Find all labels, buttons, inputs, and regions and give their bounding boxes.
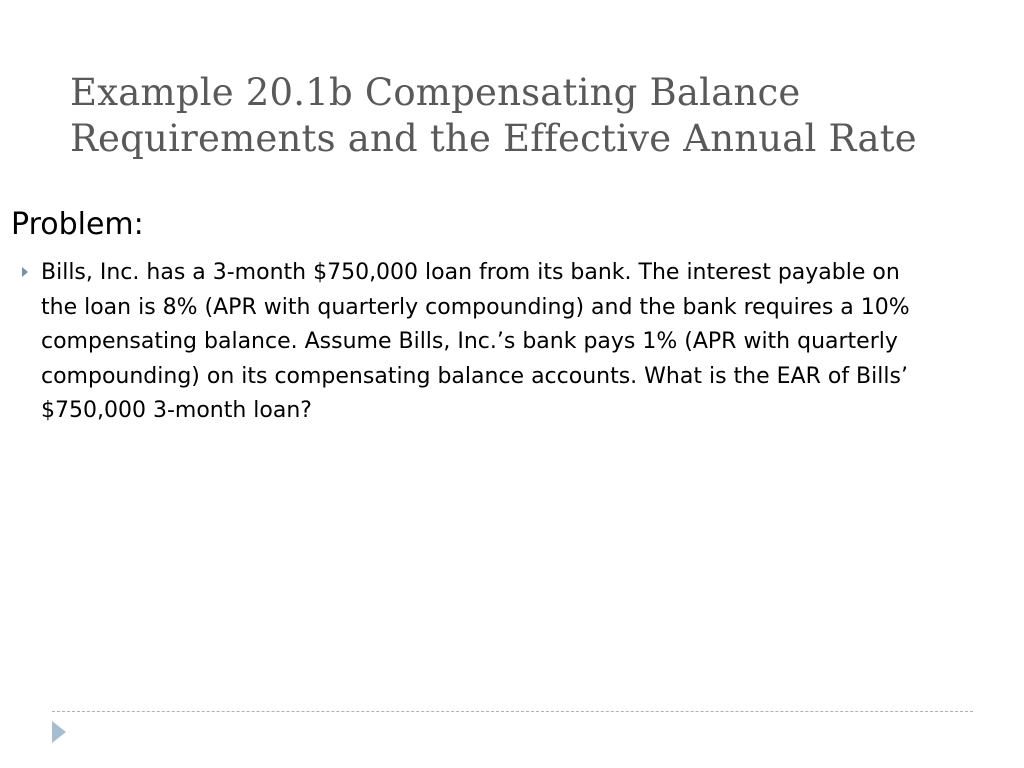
nav-arrow-icon[interactable]	[52, 721, 66, 743]
footer-divider	[52, 711, 973, 712]
slide-title: Example 20.1b Compensating Balance Requirements and the Effective Annual Rate	[70, 71, 917, 160]
problem-heading: Problem:	[11, 207, 144, 242]
bullet-text: Bills, Inc. has a 3-month $750,000 loan from its bank. The interest payable on the loan is 8% (APR with quarterly compounding) and the bank requires a 10% compensating balance. Assume Bills, Inc.’s bank pays 1% (APR with quarterly compounding) on its compensating balance accounts. What is the EAR of Bills’ $750,000 3-month loan?	[41, 260, 910, 423]
triangle-bullet-icon	[22, 267, 28, 277]
